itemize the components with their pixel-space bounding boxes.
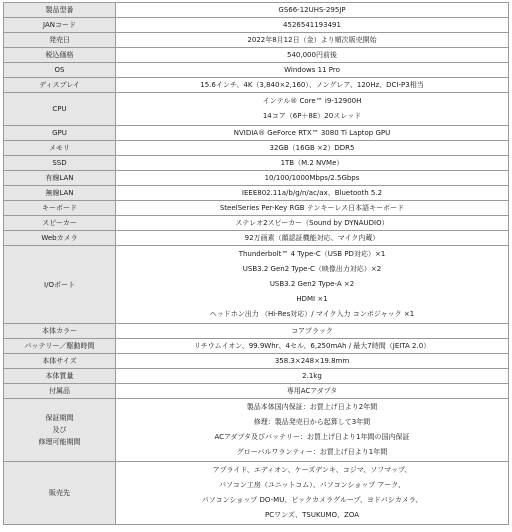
- spec-table: [3, 2, 509, 525]
- spec-value: [116, 156, 509, 171]
- spec-row: [4, 339, 509, 354]
- spec-value-line: SteelSeries Per-Key RGB テンキーレス日本語キーボード: [219, 204, 405, 212]
- spec-row: [4, 384, 509, 399]
- spec-value: [116, 3, 509, 18]
- spec-value-line: 15.6インチ、4K（3,840×2,160）、ノングレア、120Hz、DCI-P3相当: [200, 81, 424, 89]
- spec-value-line: 92万画素（顔認証機能対応、マイク内蔵）: [244, 234, 380, 242]
- spec-value-line: ステレオ2スピーカー（Sound by DYNAUDIO）: [235, 219, 389, 227]
- spec-row: [4, 63, 509, 78]
- spec-label: 税込価格: [4, 48, 116, 63]
- spec-label: GPU: [4, 126, 116, 141]
- spec-value-line: アプライド、エディオン、ケーズデンキ、コジマ、ソフマップ、: [212, 466, 412, 474]
- spec-row: [4, 18, 509, 33]
- spec-value: [116, 462, 509, 525]
- spec-value: [116, 216, 509, 231]
- spec-row: [4, 462, 509, 525]
- spec-label: 本体質量: [4, 369, 116, 384]
- spec-label: キーボード: [4, 201, 116, 216]
- spec-table-body: [4, 3, 509, 525]
- spec-value-line: HDMI ×1: [296, 295, 328, 303]
- spec-label: スピーカー: [4, 216, 116, 231]
- spec-value-line: Thunderbolt™ 4 Type-C（USB PD対応）×1: [238, 250, 386, 258]
- spec-label-line: 及び: [52, 426, 67, 434]
- spec-value: [116, 48, 509, 63]
- spec-row: [4, 3, 509, 18]
- spec-value: [116, 63, 509, 78]
- spec-label: 本体カラー: [4, 324, 116, 339]
- spec-label: 発売日: [4, 33, 116, 48]
- spec-value-line: 2.1kg: [302, 372, 322, 380]
- spec-row: [4, 216, 509, 231]
- spec-value: [116, 369, 509, 384]
- spec-value: [116, 384, 509, 399]
- spec-row: [4, 78, 509, 93]
- spec-label: メモリ: [4, 141, 116, 156]
- spec-value-line: 540,000円前後: [287, 51, 337, 59]
- spec-row: [4, 246, 509, 324]
- spec-row: [4, 201, 509, 216]
- spec-value: [116, 171, 509, 186]
- spec-value: [116, 141, 509, 156]
- spec-label: バッテリー／駆動時間: [4, 339, 116, 354]
- spec-label: JANコード: [4, 18, 116, 33]
- spec-value-line: 14コア（6P＋8E）20スレッド: [262, 112, 362, 120]
- spec-value-line: 358.3×248×19.8mm: [274, 357, 350, 365]
- spec-value: [116, 78, 509, 93]
- spec-value-line: 10/100/1000Mbps/2.5Gbps: [264, 174, 360, 182]
- spec-label: 無線LAN: [4, 186, 116, 201]
- spec-value-line: 1TB（M.2 NVMe）: [280, 159, 344, 167]
- spec-value: [116, 246, 509, 324]
- spec-value: [116, 354, 509, 369]
- spec-value-line: USB3.2 Gen2 Type-C（映像出力対応）×2: [242, 265, 382, 273]
- spec-label: 有線LAN: [4, 171, 116, 186]
- spec-row: [4, 171, 509, 186]
- spec-row: [4, 324, 509, 339]
- spec-row: [4, 354, 509, 369]
- spec-label: OS: [4, 63, 116, 78]
- spec-label: 製品型番: [4, 3, 116, 18]
- spec-value-line: ヘッドホン出力 （Hi-Res対応）/ マイク入力 コンボジャック ×1: [209, 310, 415, 318]
- spec-value-line: コアブラック: [291, 327, 333, 335]
- spec-value-line: PCワンズ、TSUKUMO、ZOA: [265, 511, 359, 519]
- spec-value-line: Windows 11 Pro: [284, 66, 340, 74]
- spec-value: [116, 93, 509, 126]
- spec-label: 本体サイズ: [4, 354, 116, 369]
- spec-label: CPU: [4, 93, 116, 126]
- spec-value: [116, 399, 509, 462]
- spec-label: 販売先: [4, 462, 116, 525]
- spec-value-line: NVIDIA® GeForce RTX™ 3080 Ti Laptop GPU: [233, 129, 391, 137]
- spec-label-line: 修理可能期間: [38, 438, 81, 446]
- spec-value: [116, 18, 509, 33]
- spec-row: [4, 48, 509, 63]
- spec-label: Webカメラ: [4, 231, 116, 246]
- spec-label-line: 保証期間: [45, 414, 74, 422]
- spec-label: [4, 399, 116, 462]
- spec-row: [4, 369, 509, 384]
- spec-value-line: インテル® Core™ i9-12900H: [262, 97, 362, 105]
- spec-label: 付属品: [4, 384, 116, 399]
- spec-label: I/Oポート: [4, 246, 116, 324]
- spec-row: [4, 186, 509, 201]
- spec-label: SSD: [4, 156, 116, 171]
- spec-value-line: パソコン工房（ユニットコム）、パソコンショップ アーク、: [218, 481, 406, 489]
- spec-value-line: パソコンショップ DO-MU、ビックカメラグループ、ヨドバシカメラ、: [201, 496, 423, 504]
- spec-row: [4, 399, 509, 462]
- spec-value-line: 4526541193491: [283, 21, 341, 29]
- spec-value-line: 2022年8月12日（金）より順次販売開始: [247, 36, 377, 44]
- spec-value: [116, 33, 509, 48]
- spec-value-line: 製品本体国内保証：お買上げ日より2年間: [246, 403, 378, 411]
- spec-value-line: グローバルワランティー：お買上げ日より1年間: [236, 448, 388, 456]
- spec-value-line: IEEE802.11a/b/g/n/ac/ax、Bluetooth 5.2: [241, 189, 383, 197]
- spec-value-line: ACアダプタ及びバッテリー：お買上げ日より1年間の国内保証: [214, 433, 410, 441]
- spec-value: [116, 201, 509, 216]
- spec-value: [116, 324, 509, 339]
- spec-row: [4, 231, 509, 246]
- spec-value: [116, 126, 509, 141]
- spec-value-line: リチウムイオン、99.9Whr、4セル、6,250mAh / 最大7時間（JEITA 2.0）: [193, 342, 431, 350]
- spec-row: [4, 33, 509, 48]
- spec-row: [4, 156, 509, 171]
- spec-value-line: USB3.2 Gen2 Type-A ×2: [269, 280, 355, 288]
- spec-value-line: 修理：製品発売日から起算して3年間: [253, 418, 371, 426]
- spec-row: [4, 126, 509, 141]
- spec-value-line: GS66-12UHS-295JP: [278, 6, 346, 14]
- spec-value-line: 32GB（16GB ×2）DDR5: [269, 144, 355, 152]
- spec-value: [116, 186, 509, 201]
- spec-value: [116, 339, 509, 354]
- spec-row: [4, 93, 509, 126]
- spec-value: [116, 231, 509, 246]
- spec-label: ディスプレイ: [4, 78, 116, 93]
- spec-value-line: 専用ACアダプタ: [286, 387, 338, 395]
- spec-row: [4, 141, 509, 156]
